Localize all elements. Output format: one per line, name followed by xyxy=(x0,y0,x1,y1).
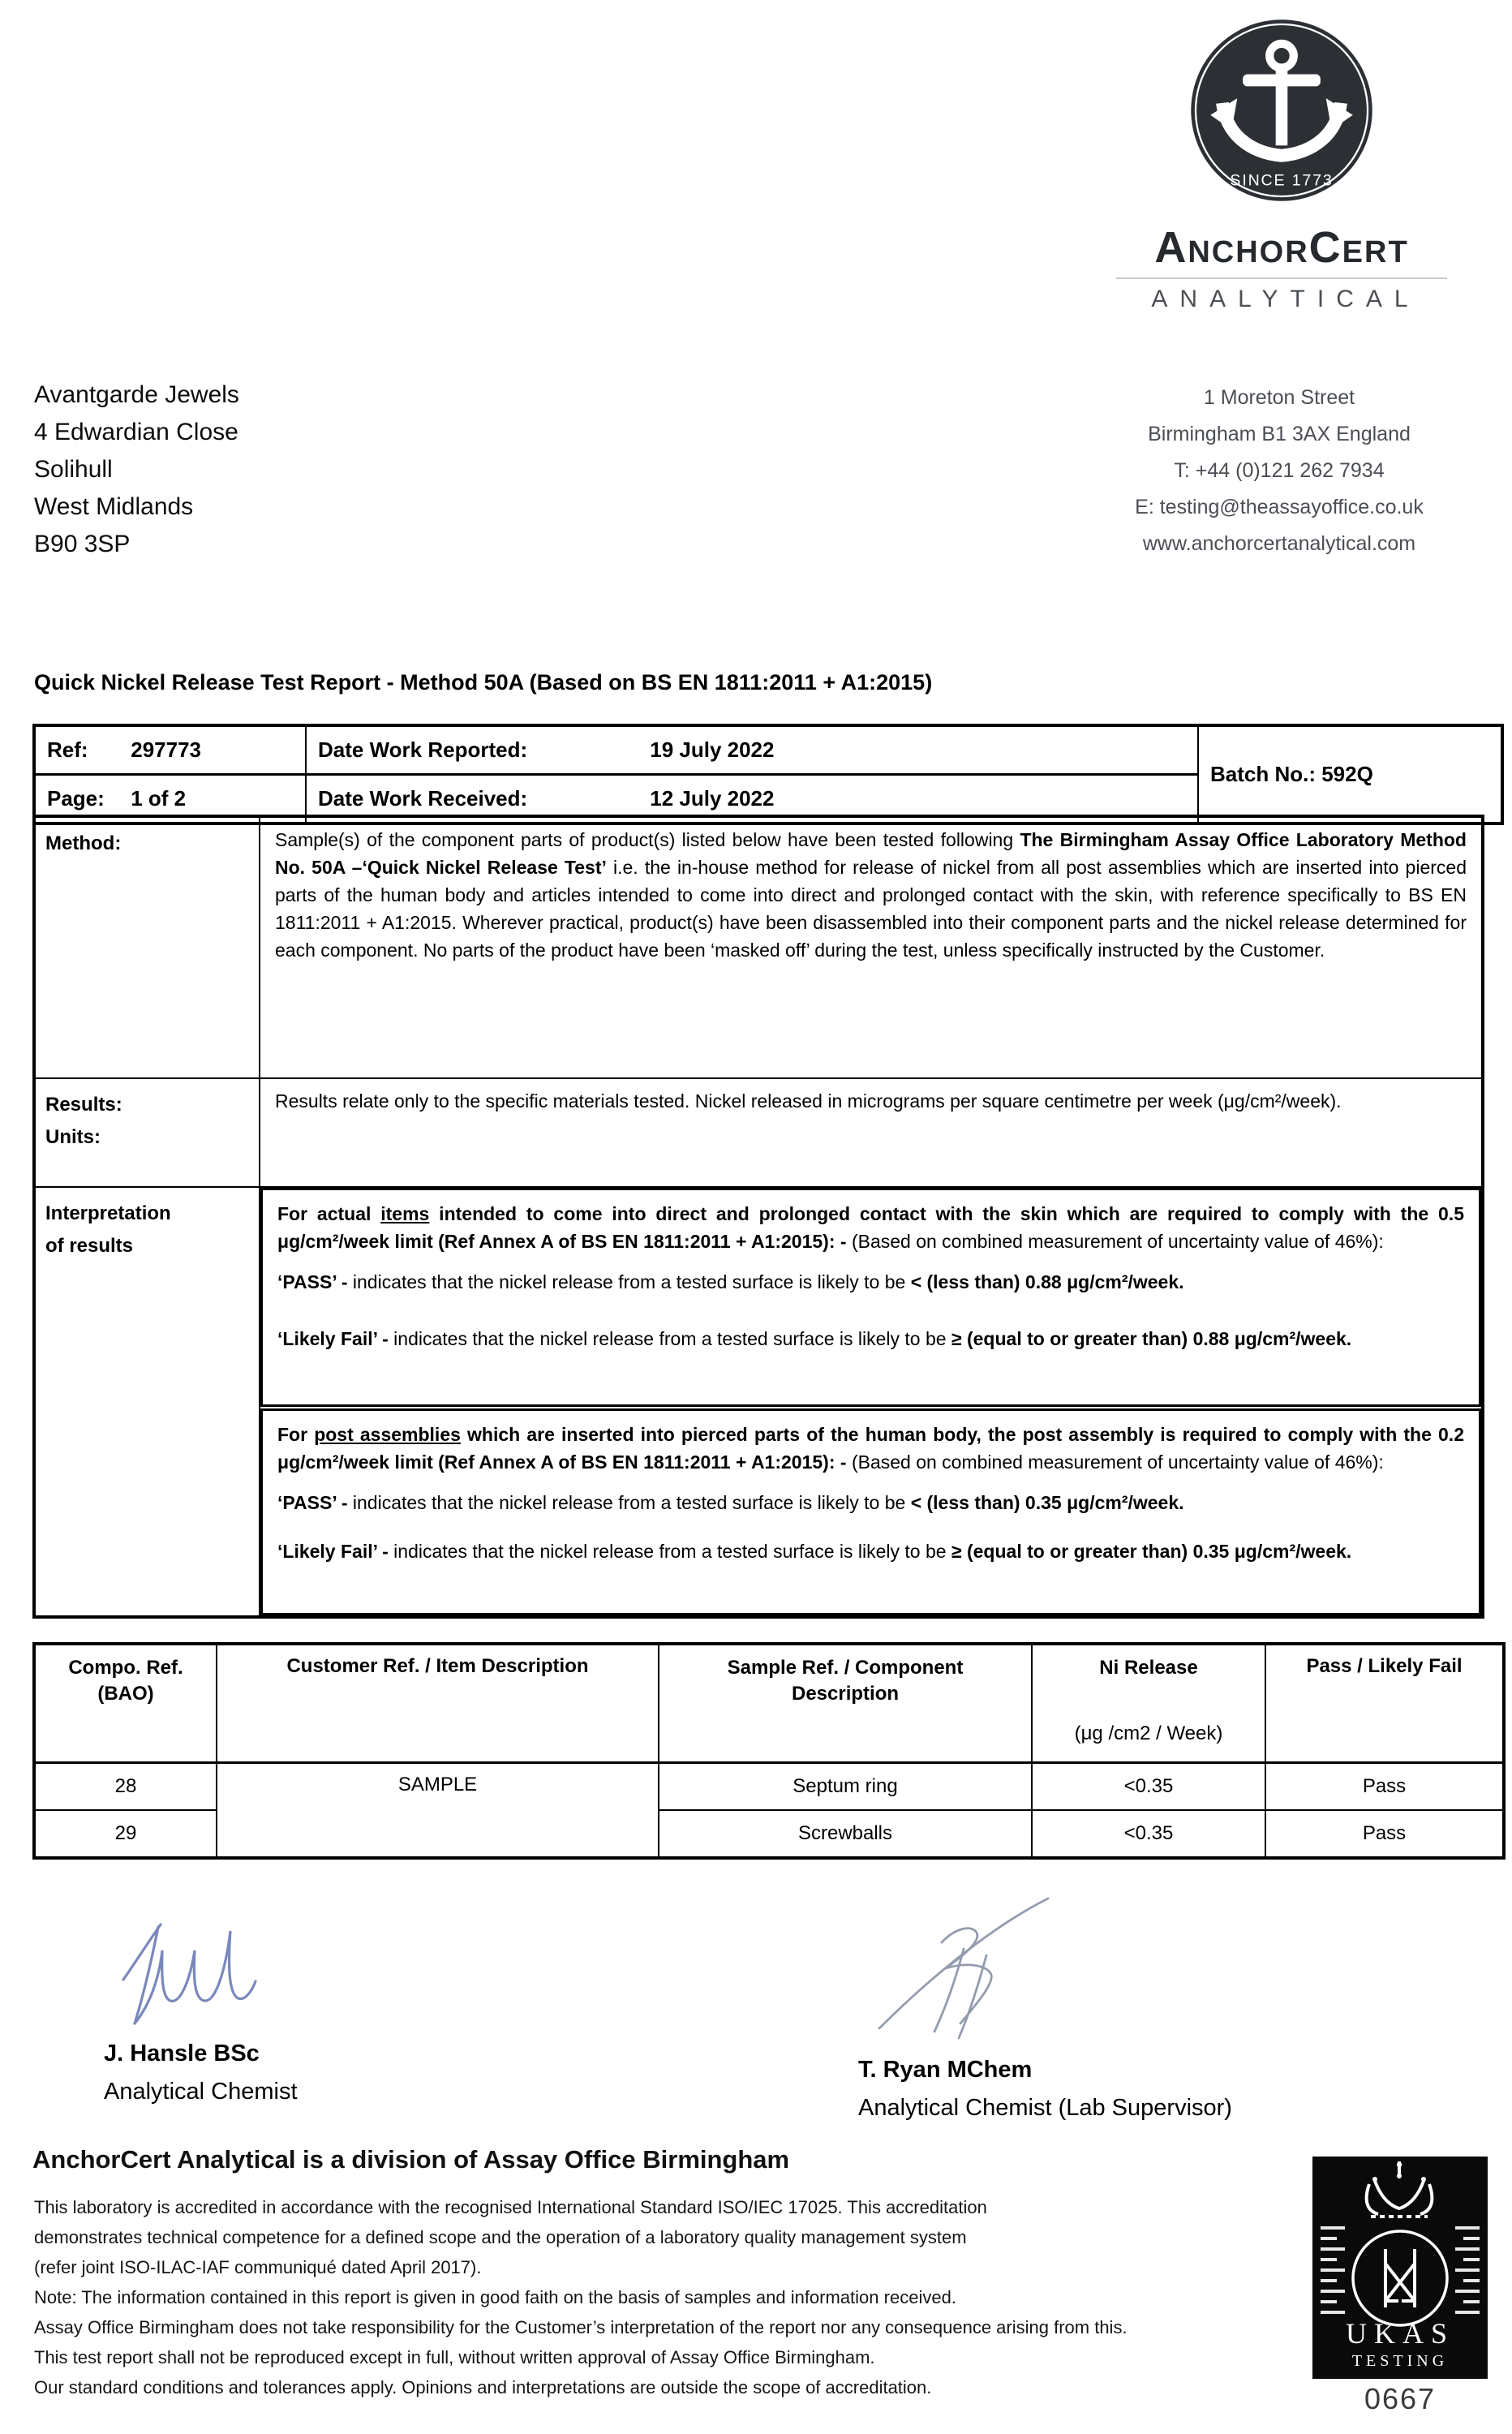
results-header-row xyxy=(34,1644,1504,1763)
customer-ref-value: SAMPLE xyxy=(217,1763,659,1859)
customer-address-line: Avantgarde Jewels xyxy=(34,381,239,408)
results-units-text: Results relate only to the specific materials tested. Nickel released in micrograms per square centimetre per week (μg/cm²/week). xyxy=(260,1078,1483,1187)
ukas-label: UKAS xyxy=(1345,2317,1455,2350)
report-meta-table xyxy=(32,724,1504,825)
ukas-sub-label: TESTING xyxy=(1351,2352,1449,2370)
results-table xyxy=(32,1642,1506,1860)
brand-divider xyxy=(1116,277,1447,279)
ukas-accreditation-number: 0667 xyxy=(1364,2382,1437,2415)
page-label: Page: xyxy=(47,786,105,811)
col-ni-release: Ni Release (μg /cm2 / Week) xyxy=(1032,1644,1265,1763)
results-units-label: Results: Units: xyxy=(34,1078,260,1187)
footer-line: Our standard conditions and tolerances apply. Opinions and interpretations are outside the scope of accreditation. xyxy=(34,2377,932,2397)
ukas-testing-logo xyxy=(1312,2157,1488,2379)
col-customer-ref: Customer Ref. / Item Description xyxy=(217,1644,659,1763)
customer-address-line: West Midlands xyxy=(34,493,194,520)
signatory-right xyxy=(858,2051,1232,2127)
footer-line: demonstrates technical competence for a defined scope and the operation of a laboratory quality management system xyxy=(34,2227,967,2247)
ni-release-value: <0.35 xyxy=(1032,1763,1265,1811)
lab-website: www.anchorcertanalytical.com xyxy=(1142,532,1416,555)
post-assemblies-pass-definition: ‘PASS’ - indicates that the nickel release from a tested surface is likely to be < (less than) 0.35 μg/cm²/week. xyxy=(277,1492,1184,1513)
signature-j-hansle xyxy=(114,1900,333,2034)
signatory-title: Analytical Chemist xyxy=(104,2079,298,2105)
footer-disclaimer xyxy=(34,2192,1295,2402)
ref-value: 297773 xyxy=(131,738,201,762)
brand-wordmark: AnchorCert xyxy=(1154,223,1409,272)
actual-items-intro: For actual items intended to come into direct and prolonged contact with the skin which are required to comply with the 0.5 μg/cm²/week limit (Ref Annex A of BS EN 1811:2011 + A1:2015): - (Based on combined measurement of uncertainty value of 46%): xyxy=(277,1203,1464,1252)
footer-line: This laboratory is accredited in accordance with the recognised International Standard ISO/IEC 17025. This accreditation xyxy=(34,2197,987,2217)
lab-address-line: 1 Moreton Street xyxy=(1203,386,1355,409)
signature-t-ryan xyxy=(865,1890,1059,2049)
signatory-name: J. Hansle BSc xyxy=(104,2041,260,2066)
signatory-title: Analytical Chemist (Lab Supervisor) xyxy=(858,2095,1232,2121)
footer-line: Note: The information contained in this report is given in good faith on the basis of samples and information received. xyxy=(34,2287,956,2307)
ni-release-value: <0.35 xyxy=(1032,1810,1265,1858)
report-title: Quick Nickel Release Test Report - Method 50A (Based on BS EN 1811:2011 + A1:2015) xyxy=(34,670,933,695)
signatory-name: T. Ryan MChem xyxy=(858,2057,1033,2083)
anchor-icon xyxy=(1189,18,1374,203)
interpretation-content xyxy=(260,1187,1483,1617)
date-received-label: Date Work Received: xyxy=(318,786,528,811)
page-value: 1 of 2 xyxy=(131,786,187,811)
lab-email: E: testing@theassayoffice.co.uk xyxy=(1135,496,1424,518)
interpretation-label: Interpretation of results xyxy=(34,1187,260,1617)
footer-heading: AnchorCert Analytical is a division of Assay Office Birmingham xyxy=(32,2145,790,2174)
logo-since-text: SINCE 1773 xyxy=(1230,171,1334,190)
col-sample-ref: Sample Ref. / Component Description xyxy=(659,1644,1032,1763)
customer-address-line: Solihull xyxy=(34,456,113,483)
compo-ref-value: 29 xyxy=(34,1810,217,1858)
col-compo-ref: Compo. Ref. (BAO) xyxy=(34,1644,217,1763)
date-reported-label: Date Work Reported: xyxy=(318,738,528,762)
footer-line: Assay Office Birmingham does not take responsibility for the Customer’s interpretation of the report nor any consequence arising from this. xyxy=(34,2317,1128,2337)
result-value: Pass xyxy=(1265,1763,1504,1811)
method-label: Method: xyxy=(34,816,260,1078)
footer-line: This test report shall not be reproduced except in full, without written approval of Assay Office Birmingham. xyxy=(34,2347,875,2367)
method-text: Sample(s) of the component parts of product(s) listed below have been tested following The Birmingham Assay Office Laboratory Method No. 50A –‘Quick Nickel Release Test’ i.e. the in-house method for release of nickel from all post assemblies which are inserted into pierced parts of the human body and articles intended to come into direct and prolonged contact with the skin, with reference specifically to BS EN 1811:2011 + A1:2015. Wherever practical, product(s) have been disassembled into their component parts and the nickel release determined for each component. No parts of the product have been ‘masked off’ during the test, unless specifically instructed by the Customer. xyxy=(260,816,1483,1078)
customer-address xyxy=(34,376,239,563)
date-received-value: 12 July 2022 xyxy=(650,786,775,811)
lab-address-line: Birmingham B1 3AX England xyxy=(1148,423,1411,445)
post-assemblies-intro: For post assemblies which are inserted into pierced parts of the human body, the post assembly is required to comply with the 0.2 μg/cm²/week limit (Ref Annex A of BS EN 1811:2011 + A1:2015): - (Based on combined measurement of uncertainty value of 46%): xyxy=(277,1424,1464,1473)
customer-address-line: B90 3SP xyxy=(34,531,131,557)
compo-ref-value: 28 xyxy=(34,1763,217,1811)
date-reported-value: 19 July 2022 xyxy=(650,738,775,762)
table-row xyxy=(34,1763,1504,1811)
col-pass-fail: Pass / Likely Fail xyxy=(1265,1644,1504,1763)
footer-line: (refer joint ISO-ILAC-IAF communiqué dated April 2017). xyxy=(34,2257,482,2277)
customer-address-line: 4 Edwardian Close xyxy=(34,419,238,445)
actual-items-pass-definition: ‘PASS’ - indicates that the nickel release from a tested surface is likely to be < (less than) 0.88 μg/cm²/week. xyxy=(277,1271,1184,1292)
date-reported-cell xyxy=(306,725,1198,775)
brand-subtitle: ANALYTICAL xyxy=(1151,286,1420,312)
lab-contact-block xyxy=(1076,380,1482,562)
component-value: Septum ring xyxy=(659,1763,1032,1811)
actual-items-fail-definition: ‘Likely Fail’ - indicates that the nickel release from a tested surface is likely to be ≥ (equal to or greater than) 0.88 μg/cm²/week. xyxy=(277,1328,1352,1349)
interpretation-actual-items-box xyxy=(260,1188,1481,1407)
signatory-left xyxy=(104,2035,298,2111)
method-table xyxy=(32,815,1484,1619)
result-value: Pass xyxy=(1265,1810,1504,1858)
component-value: Screwballs xyxy=(659,1810,1032,1858)
lab-phone: T: +44 (0)121 262 7934 xyxy=(1174,459,1385,482)
interpretation-post-assemblies-box xyxy=(260,1408,1481,1615)
anchorcert-logo xyxy=(1097,18,1467,313)
post-assemblies-fail-definition: ‘Likely Fail’ - indicates that the nickel release from a tested surface is likely to be ≥ (equal to or greater than) 0.35 μg/cm²/week. xyxy=(277,1541,1352,1562)
batch-cell: Batch No.: 592Q xyxy=(1198,725,1502,824)
ref-cell xyxy=(34,725,306,775)
ref-label: Ref: xyxy=(47,738,88,762)
